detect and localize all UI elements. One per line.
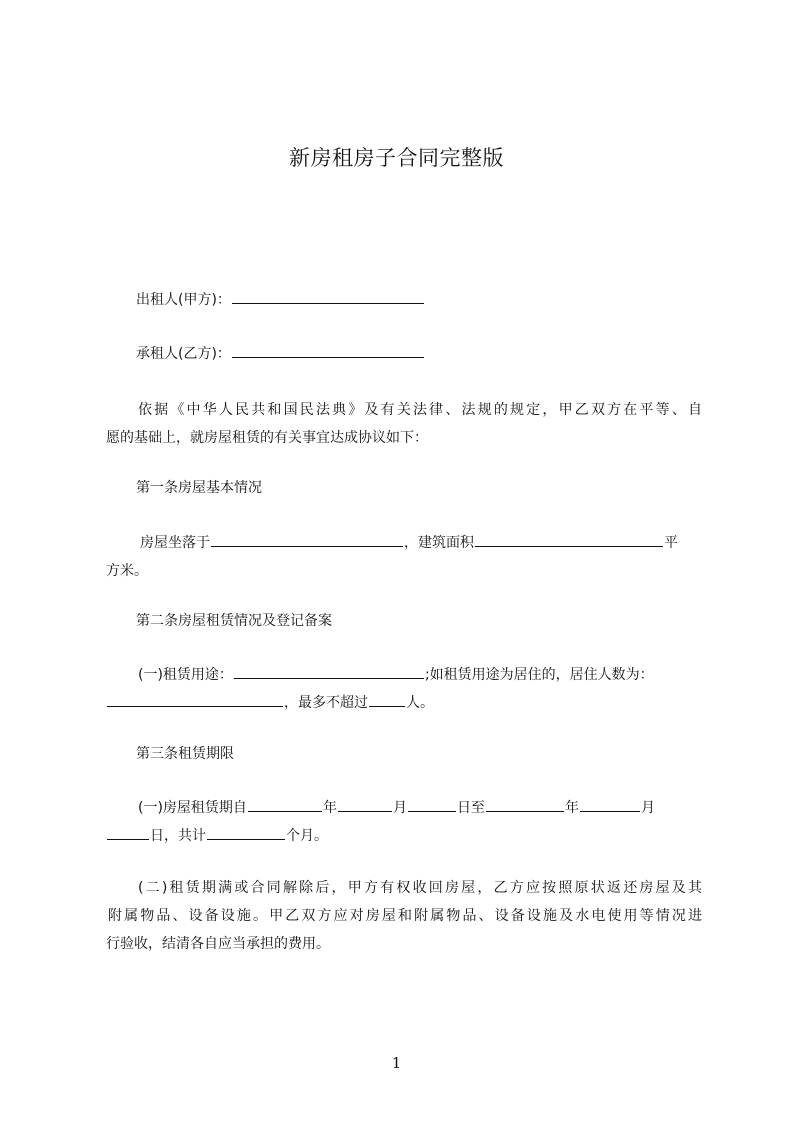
lessor-line bbox=[136, 286, 702, 314]
preamble-line-1: 依据《中华人民共和国民法典》及有关法律、法规的规定，甲乙双方在平等、自 bbox=[138, 402, 702, 418]
article2-heading: 第二条房屋租赁情况及登记备案 bbox=[136, 613, 332, 629]
usage-label: (一)租赁用途： bbox=[138, 667, 233, 683]
article2-paragraph-line-1 bbox=[106, 661, 702, 689]
page-number: 1 bbox=[391, 1054, 402, 1072]
day-to-label: 日至 bbox=[456, 800, 485, 816]
end-day-blank[interactable] bbox=[107, 823, 149, 840]
article1-paragraph-line-2: 方米。 bbox=[106, 563, 148, 579]
total-label: 日，共计 bbox=[150, 828, 206, 844]
area-label: ，建筑面积 bbox=[404, 535, 474, 551]
lessee-line bbox=[136, 340, 702, 368]
total-months-blank[interactable] bbox=[207, 823, 285, 840]
year-label: 年 bbox=[322, 800, 337, 816]
occupants-label: ;如租赁用途为居住的，居住人数为： bbox=[424, 667, 654, 683]
year-label-2: 年 bbox=[564, 800, 579, 816]
article3-paragraph1-line-2 bbox=[106, 822, 702, 850]
article1-paragraph-line-1 bbox=[106, 529, 702, 557]
month-label: 月 bbox=[392, 800, 407, 816]
start-day-blank[interactable] bbox=[408, 795, 456, 812]
article1-heading: 第一条房屋基本情况 bbox=[136, 480, 262, 496]
term-start-label: (一)房屋租赁期自 bbox=[138, 800, 247, 816]
lessee-label: 承租人(乙方)： bbox=[136, 346, 231, 362]
location-blank[interactable] bbox=[211, 530, 403, 547]
start-year-blank[interactable] bbox=[248, 795, 322, 812]
lessee-blank[interactable] bbox=[232, 341, 424, 358]
article2-paragraph-line-2 bbox=[106, 689, 702, 717]
max-occupants-label: ，最多不超过 bbox=[284, 695, 368, 711]
article3-paragraph2-line-2: 附属物品、设备设施。甲乙双方应对房屋和附属物品、设备设施及水电使用等情况进 bbox=[108, 908, 702, 924]
usage-blank[interactable] bbox=[234, 662, 424, 679]
max-occupants-blank[interactable] bbox=[369, 690, 405, 707]
lessor-label: 出租人(甲方)： bbox=[136, 292, 231, 308]
month-label-2: 月 bbox=[640, 800, 655, 816]
article3-paragraph2-line-1: (二)租赁期满或合同解除后，甲方有权收回房屋，乙方应按照原状返还房屋及其 bbox=[138, 880, 702, 896]
occupants-unit: 人。 bbox=[406, 695, 434, 711]
end-month-blank[interactable] bbox=[580, 795, 640, 812]
lessor-blank[interactable] bbox=[232, 287, 424, 304]
end-year-blank[interactable] bbox=[486, 795, 564, 812]
months-label: 个月。 bbox=[286, 828, 328, 844]
preamble-line-2: 愿的基础上，就房屋租赁的有关事宜达成协议如下： bbox=[106, 430, 428, 446]
document-title: 新房租房子合同完整版 bbox=[289, 146, 504, 170]
area-unit-part1: 平 bbox=[664, 535, 678, 551]
location-label: 房屋坐落于 bbox=[140, 535, 210, 551]
start-month-blank[interactable] bbox=[338, 795, 392, 812]
article3-paragraph1-line-1 bbox=[106, 794, 702, 822]
article3-paragraph2-line-3: 行验收，结清各自应当承担的费用。 bbox=[106, 936, 330, 952]
article3-heading: 第三条租赁期限 bbox=[136, 746, 234, 762]
occupants-blank[interactable] bbox=[107, 690, 283, 707]
area-blank[interactable] bbox=[475, 530, 663, 547]
